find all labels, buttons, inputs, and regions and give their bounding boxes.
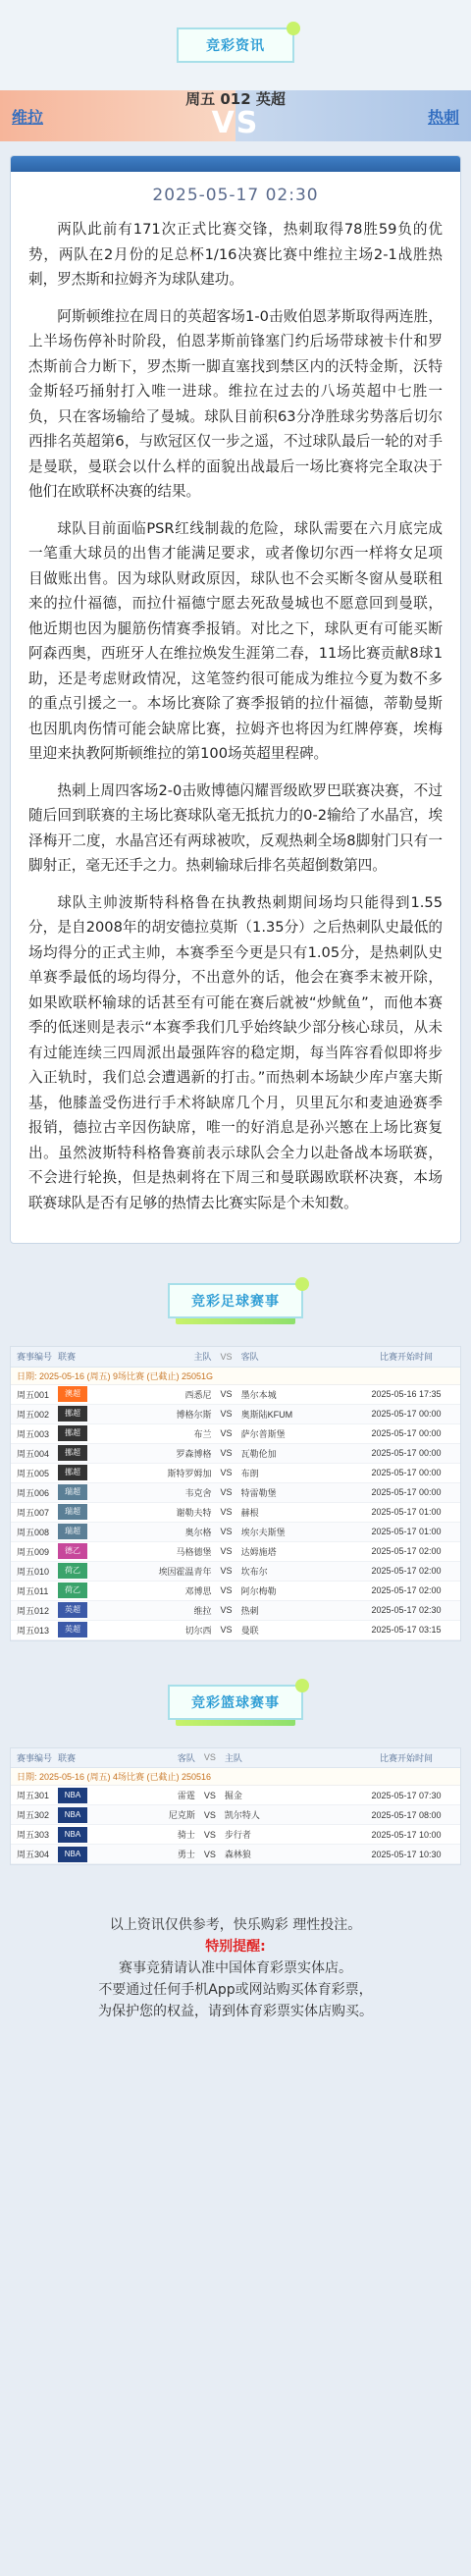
col-header: 赛事编号 <box>11 1748 58 1768</box>
home-team: 西悉尼 <box>97 1384 216 1404</box>
section-badge-basketball <box>168 1685 303 1720</box>
section-badge-label: 竞彩足球赛事 <box>191 1294 280 1310</box>
league-badge: NBA <box>58 1807 87 1823</box>
table-row[interactable] <box>11 1502 460 1522</box>
article-card <box>10 155 461 1244</box>
table-header-row <box>11 1347 460 1367</box>
col-header: 客队 <box>237 1347 352 1367</box>
footer-line: 为保护您的权益，请到体育彩票实体店购买。 <box>98 2004 373 2019</box>
basketball-table <box>10 1747 461 1866</box>
league-cell <box>58 1443 97 1463</box>
league-badge: NBA <box>58 1827 87 1843</box>
league-badge: 挪超 <box>58 1425 87 1441</box>
home-team: 奥尔格 <box>97 1522 216 1541</box>
vs-cell: VS <box>199 1825 221 1845</box>
start-time: 2025-05-17 03:15 <box>352 1620 460 1639</box>
home-team: 骑士 <box>97 1825 199 1845</box>
table-header-row <box>11 1748 460 1768</box>
start-time: 2025-05-17 00:00 <box>352 1404 460 1423</box>
league-cell <box>58 1541 97 1561</box>
article-paragraph: 阿斯顿维拉在周日的英超客场1-0击败伯恩茅斯取得两连胜，上半场伤停补时阶段，伯恩茅斯前锋塞门约后场带球被卡什和罗杰斯前合力断下，罗杰斯一脚直塞找到禁区内的沃特金斯，沃特金斯轻巧捅射打入唯一进球。维拉在过去的八场英超中七胜一负，只在客场输给了曼城。球队目前积63分净胜球劣势落后切尔西排名英超第6，与欧冠区仅一步之遥，不过球队最后一轮的对手是曼联，曼联会以什么样的面貌出战最后一场比赛将完全取决于他们在欧联杯决赛的结果。 <box>28 307 443 500</box>
col-header: 比赛开始时间 <box>352 1748 460 1768</box>
vs-cell: VS <box>216 1443 237 1463</box>
league-badge: 荷乙 <box>58 1563 87 1579</box>
vs-cell: VS <box>216 1600 237 1620</box>
vs-cell: VS <box>199 1786 221 1805</box>
start-time: 2025-05-16 17:35 <box>352 1384 460 1404</box>
league-cell <box>58 1825 97 1845</box>
league-cell <box>58 1561 97 1581</box>
footer-line: 不要通过任何手机App或网站购买体育彩票， <box>98 1982 373 1998</box>
home-team: 马格德堡 <box>97 1541 216 1561</box>
date-info: 日期: 2025-05-16 (周五) 4场比赛 (已截止) 250516 <box>11 1768 460 1786</box>
away-team: 凯尔特人 <box>221 1805 352 1825</box>
away-team: 阿尔梅勒 <box>237 1581 352 1600</box>
table-row[interactable] <box>11 1786 460 1805</box>
league-cell <box>58 1581 97 1600</box>
league-cell <box>58 1423 97 1443</box>
table-row[interactable] <box>11 1845 460 1864</box>
table-row[interactable] <box>11 1581 460 1600</box>
match-number: 周五302 <box>11 1805 58 1825</box>
away-team: 赫根 <box>237 1502 352 1522</box>
col-header: 比赛开始时间 <box>352 1347 460 1367</box>
footer-notice <box>0 1914 471 2022</box>
vs-cell: VS <box>216 1541 237 1561</box>
league-cell <box>58 1600 97 1620</box>
start-time: 2025-05-17 07:30 <box>352 1786 460 1805</box>
vs-cell: VS <box>199 1805 221 1825</box>
league-badge: 荷乙 <box>58 1583 87 1598</box>
away-team: 墨尔本城 <box>237 1384 352 1404</box>
away-team: 埃尔夫斯堡 <box>237 1522 352 1541</box>
start-time: 2025-05-17 00:00 <box>352 1463 460 1482</box>
date-info-row <box>11 1367 460 1384</box>
away-team: 萨尔普斯堡 <box>237 1423 352 1443</box>
home-team: 雷霆 <box>97 1786 199 1805</box>
match-banner <box>0 90 471 141</box>
league-badge: NBA <box>58 1847 87 1862</box>
table-row[interactable] <box>11 1463 460 1482</box>
match-number: 周五002 <box>11 1404 58 1423</box>
article-body <box>11 172 460 1243</box>
home-team: 勇士 <box>97 1845 199 1864</box>
col-header: VS <box>199 1748 221 1768</box>
away-team: 掘金 <box>221 1786 352 1805</box>
away-team: 步行者 <box>221 1825 352 1845</box>
article-date: 2025-05-17 02:30 <box>152 186 319 205</box>
league-cell <box>58 1805 97 1825</box>
table-row[interactable] <box>11 1600 460 1620</box>
article-card-header <box>11 156 460 172</box>
league-cell <box>58 1620 97 1639</box>
article-paragraph: 球队主帅波斯特科格鲁在执教热刺期间场均只能得到1.55分，是自2008年的胡安德拉莫斯（1.35分）之后热刺队史最低的场均得分的正式主帅，本赛季至今更是只有1.05分，是热刺队史单赛季最低的场均得分，不出意外的话，他会在赛季末被开除，如果欧联杯输球的话甚至有可能在赛后就被“炒鱿鱼”，而他本赛季的低迷则是表示“本赛季我们几乎始终缺少部分核心球员，从未有过能连续三四周派出最强阵容的稳定期，每当阵容看似即将步入正轨时，我们总会遭遇新的打击。”而热刺本场缺少库卢塞夫斯基，他膝盖受伤进行手术将缺席几个月，贝里瓦尔和麦迪逊赛季报销，德拉古辛因伤缺席，唯一的好消息是孙兴慜在上场比赛复出。虽然波斯特科格鲁赛前表示球队会全力以赴备战本场联赛，不会进行轮换，但是热刺将在下周三和曼联踢欧联杯决赛，本场联赛球队是否有足够的热情去比赛实际是个未知数。 <box>28 893 443 1211</box>
start-time: 2025-05-17 00:00 <box>352 1443 460 1463</box>
vs-cell: VS <box>199 1845 221 1864</box>
match-number: 周五004 <box>11 1443 58 1463</box>
away-team: 布朗 <box>237 1463 352 1482</box>
league-badge: 瑞超 <box>58 1484 87 1500</box>
league-badge: 英超 <box>58 1622 87 1637</box>
away-team: 曼联 <box>237 1620 352 1639</box>
league-badge: 澳超 <box>58 1386 87 1402</box>
article-paragraph: 两队此前有171次正式比赛交锋，热刺取得78胜59负的优势，两队在2月份的足总杯1/16决赛比赛中维拉主场2-1战胜热刺，罗杰斯和拉姆齐为球队建功。 <box>28 221 443 288</box>
away-team: 特雷勒堡 <box>237 1482 352 1502</box>
match-number: 周五301 <box>11 1786 58 1805</box>
footer-line: 以上资讯仅供参考，快乐购彩 理性投注。 <box>109 1917 362 1933</box>
table-row[interactable] <box>11 1825 460 1845</box>
match-number: 周五304 <box>11 1845 58 1864</box>
start-time: 2025-05-17 02:00 <box>352 1561 460 1581</box>
match-number: 周五010 <box>11 1561 58 1581</box>
away-team: 热刺 <box>237 1600 352 1620</box>
home-team: 博格尔斯 <box>97 1404 216 1423</box>
league-badge: 瑞超 <box>58 1504 87 1520</box>
start-time: 2025-05-17 10:30 <box>352 1845 460 1864</box>
home-team: 韦克舍 <box>97 1482 216 1502</box>
home-team: 切尔西 <box>97 1620 216 1639</box>
table-row[interactable] <box>11 1561 460 1581</box>
table-row[interactable] <box>11 1404 460 1423</box>
away-team: 坎布尔 <box>237 1561 352 1581</box>
away-team: 森林狼 <box>221 1845 352 1864</box>
vs-cell: VS <box>216 1463 237 1482</box>
article-paragraph: 热刺上周四客场2-0击败博德闪耀晋级欧罗巴联赛决赛，不过随后回到联赛的主场比赛球队毫无抵抗力的0-2输给了水晶宫，埃泽梅开二度，水晶宫还有两球被吹，反观热刺全场8脚射门只有一脚射正，毫无还手之力。热刺输球后排名英超倒数第四。 <box>28 781 443 874</box>
header-band <box>0 0 471 90</box>
league-badge: 挪超 <box>58 1445 87 1461</box>
league-badge: 挪超 <box>58 1465 87 1480</box>
basketball-section-title <box>0 1685 471 1720</box>
match-number: 周五011 <box>11 1581 58 1600</box>
start-time: 2025-05-17 02:00 <box>352 1541 460 1561</box>
table-row[interactable] <box>11 1482 460 1502</box>
match-number: 周五303 <box>11 1825 58 1845</box>
home-team: 埃因霍温青年 <box>97 1561 216 1581</box>
date-info-row <box>11 1768 460 1786</box>
start-time: 2025-05-17 10:00 <box>352 1825 460 1845</box>
vs-cell: VS <box>216 1384 237 1404</box>
home-team: 斯特罗姆加 <box>97 1463 216 1482</box>
col-header: 联赛 <box>58 1748 97 1768</box>
badge-dot-icon <box>295 1277 309 1291</box>
table-row[interactable] <box>11 1443 460 1463</box>
vs-cell: VS <box>216 1581 237 1600</box>
home-team: 维拉 <box>97 1600 216 1620</box>
away-team: 奥斯陆KFUM <box>237 1404 352 1423</box>
league-badge: 德乙 <box>58 1543 87 1559</box>
home-team: 谢勒夫特 <box>97 1502 216 1522</box>
col-header: 主队 <box>97 1347 216 1367</box>
section-badge-news <box>177 27 294 63</box>
match-number: 周五007 <box>11 1502 58 1522</box>
football-section-title <box>0 1283 471 1318</box>
section-badge-football <box>168 1283 303 1318</box>
start-time: 2025-05-17 01:00 <box>352 1502 460 1522</box>
match-number: 周五009 <box>11 1541 58 1561</box>
col-header: 主队 <box>221 1748 352 1768</box>
away-team-link[interactable]: 热刺 <box>427 107 459 127</box>
match-number: 周五012 <box>11 1600 58 1620</box>
league-cell <box>58 1463 97 1482</box>
table-row[interactable] <box>11 1541 460 1561</box>
start-time: 2025-05-17 02:30 <box>352 1600 460 1620</box>
vs-cell: VS <box>216 1482 237 1502</box>
table-row[interactable] <box>11 1805 460 1825</box>
match-number: 周五003 <box>11 1423 58 1443</box>
badge-dot-icon <box>295 1679 309 1692</box>
vs-label: VS <box>211 106 260 140</box>
table-row[interactable] <box>11 1423 460 1443</box>
home-team: 邓博思 <box>97 1581 216 1600</box>
vs-cell: VS <box>216 1423 237 1443</box>
match-number: 周五008 <box>11 1522 58 1541</box>
table-row[interactable] <box>11 1620 460 1639</box>
league-cell <box>58 1786 97 1805</box>
col-header: 赛事编号 <box>11 1347 58 1367</box>
league-cell <box>58 1384 97 1404</box>
football-table <box>10 1346 461 1641</box>
home-team: 罗森博格 <box>97 1443 216 1463</box>
col-header: 联赛 <box>58 1347 97 1367</box>
league-badge: NBA <box>58 1788 87 1803</box>
away-team: 瓦勒伦加 <box>237 1443 352 1463</box>
match-number: 周五013 <box>11 1620 58 1639</box>
section-badge-label: 竞彩篮球赛事 <box>191 1694 280 1711</box>
league-cell <box>58 1482 97 1502</box>
vs-cell: VS <box>216 1561 237 1581</box>
league-cell <box>58 1404 97 1423</box>
footer-line: 赛事竞猜请认准中国体育彩票实体店。 <box>119 1960 352 1976</box>
vs-cell: VS <box>216 1620 237 1639</box>
table-row[interactable] <box>11 1522 460 1541</box>
table-row[interactable] <box>11 1384 460 1404</box>
match-title: 周五 012 英超 <box>185 90 286 108</box>
start-time: 2025-05-17 00:00 <box>352 1423 460 1443</box>
col-header: 客队 <box>97 1748 199 1768</box>
vs-cell: VS <box>216 1404 237 1423</box>
match-number: 周五005 <box>11 1463 58 1482</box>
start-time: 2025-05-17 02:00 <box>352 1581 460 1600</box>
footer-warning-title: 特别提醒: <box>205 1939 266 1955</box>
home-team: 布兰 <box>97 1423 216 1443</box>
section-badge-label: 竞彩资讯 <box>206 38 265 54</box>
league-cell <box>58 1845 97 1864</box>
start-time: 2025-05-17 08:00 <box>352 1805 460 1825</box>
article-paragraph: 球队目前面临PSR红线制裁的危险，球队需要在六月底完成一笔重大球员的出售才能满足要求，或者像切尔西一样将女足项目做账出售。因为球队财政原因，球队也不会买断冬窗从曼联租来的拉什福德，而拉什福德宁愿去死敌曼城也不愿意回到曼联，他近期也因为腿筋伤情赛季报销。对比之下，球队更有可能买断阿森西奥，西班牙人在维拉焕发生涯第二春，11场比赛贡献8球1助，还是考虑财政情况，这笔签约很可能成为维拉今夏为数不多的重点引援之一。本场比赛除了赛季报销的拉什福德，蒂勒曼斯也因肌肉伤情可能会缺席比赛，拉姆齐也将因为红牌停赛，埃梅里迎来执教阿斯顿维拉的第100场英超里程碑。 <box>28 519 443 762</box>
league-badge: 英超 <box>58 1602 87 1618</box>
vs-cell: VS <box>216 1502 237 1522</box>
vs-cell: VS <box>216 1522 237 1541</box>
start-time: 2025-05-17 01:00 <box>352 1522 460 1541</box>
col-header: VS <box>216 1347 237 1367</box>
start-time: 2025-05-17 00:00 <box>352 1482 460 1502</box>
home-team: 尼克斯 <box>97 1805 199 1825</box>
league-cell <box>58 1502 97 1522</box>
home-team-link[interactable]: 维拉 <box>12 107 44 127</box>
date-info: 日期: 2025-05-16 (周五) 9场比赛 (已截止) 25051G <box>11 1367 460 1384</box>
away-team: 达姆施塔 <box>237 1541 352 1561</box>
league-cell <box>58 1522 97 1541</box>
badge-dot-icon <box>287 22 300 35</box>
league-badge: 挪超 <box>58 1406 87 1422</box>
match-number: 周五001 <box>11 1384 58 1404</box>
match-number: 周五006 <box>11 1482 58 1502</box>
league-badge: 瑞超 <box>58 1524 87 1539</box>
